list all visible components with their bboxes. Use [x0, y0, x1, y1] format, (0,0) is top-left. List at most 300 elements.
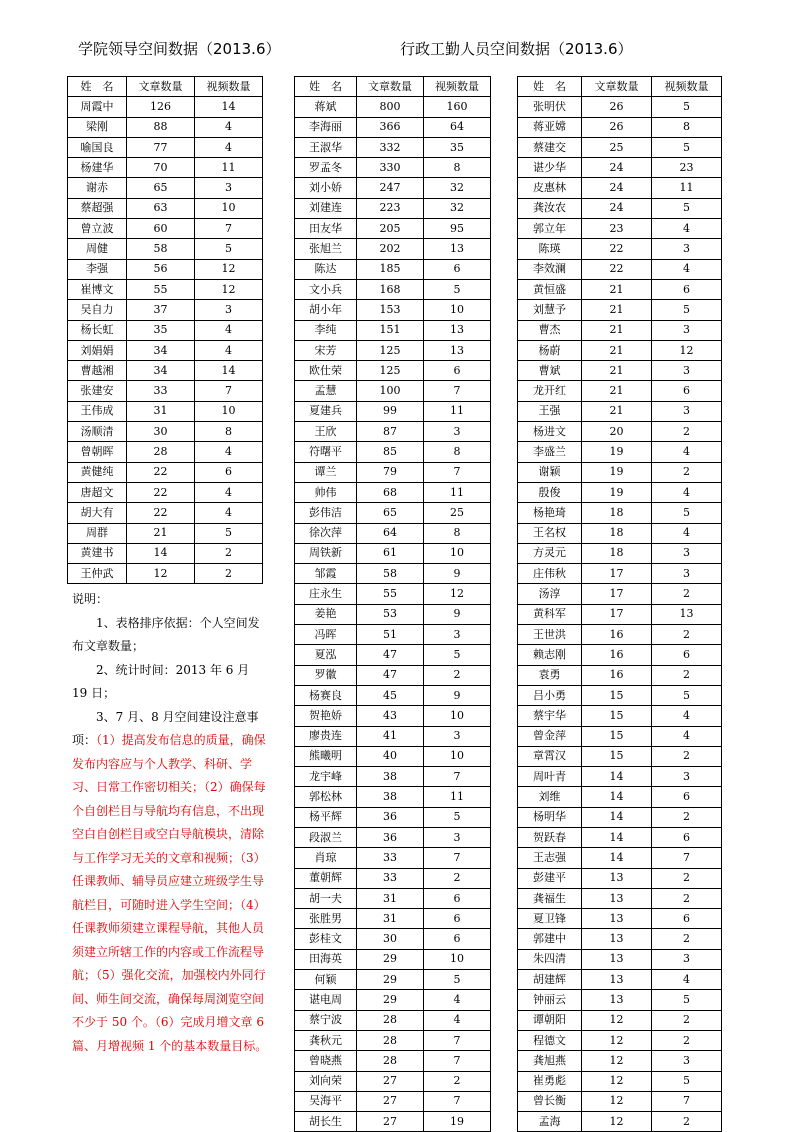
table-row [295, 219, 491, 239]
table-row [295, 645, 491, 665]
table-row [518, 990, 722, 1010]
video-count-cell: 3 [652, 239, 722, 259]
name-cell: 田友华 [295, 219, 357, 239]
table-row [518, 868, 722, 888]
table-row [68, 97, 263, 117]
table-row [295, 868, 491, 888]
article-count-cell: 15 [582, 685, 652, 705]
video-count-cell: 7 [424, 767, 491, 787]
name-header: 姓 名 [68, 77, 127, 97]
article-count-cell: 27 [357, 1091, 424, 1111]
video-count-cell: 4 [652, 706, 722, 726]
table-row [518, 482, 722, 502]
table-row [295, 584, 491, 604]
table-row [295, 178, 491, 198]
name-cell: 郭立年 [518, 219, 582, 239]
table-row [295, 1030, 491, 1050]
article-count-cell: 19 [582, 482, 652, 502]
name-cell: 张建安 [68, 381, 127, 401]
video-count-cell: 3 [424, 422, 491, 442]
article-count-cell: 12 [582, 1010, 652, 1030]
name-cell: 张明伏 [518, 97, 582, 117]
name-cell: 吴自力 [68, 300, 127, 320]
name-cell: 王名权 [518, 523, 582, 543]
article-count-cell: 88 [127, 117, 195, 137]
video-count-cell: 3 [652, 543, 722, 563]
table-row [295, 564, 491, 584]
video-count-cell: 10 [424, 543, 491, 563]
name-cell: 章霄汉 [518, 746, 582, 766]
name-cell: 谌电周 [295, 990, 357, 1010]
table-row [518, 1010, 722, 1030]
video-count-cell: 64 [424, 117, 491, 137]
name-cell: 文小兵 [295, 279, 357, 299]
article-count-cell: 31 [127, 401, 195, 421]
article-count-cell: 33 [127, 381, 195, 401]
name-cell: 张旭兰 [295, 239, 357, 259]
table-row [518, 564, 722, 584]
name-cell: 庄永生 [295, 584, 357, 604]
table-row [295, 300, 491, 320]
table-row [295, 543, 491, 563]
table-row [68, 137, 263, 157]
name-cell: 谢颖 [518, 462, 582, 482]
video-count-cell: 5 [652, 1071, 722, 1091]
name-cell: 段淑兰 [295, 827, 357, 847]
video-count-cell: 5 [652, 685, 722, 705]
video-count-cell: 5 [652, 503, 722, 523]
title-staff: 行政工勤人员空间数据（2013.6） [400, 40, 633, 58]
table-row [518, 422, 722, 442]
video-count-cell: 2 [652, 929, 722, 949]
name-cell: 周霞中 [68, 97, 127, 117]
video-count-cell: 4 [195, 320, 263, 340]
article-count-cell: 185 [357, 259, 424, 279]
video-count-cell: 5 [195, 523, 263, 543]
note-item-3-lead: 3、7 月、8 月空间建设注意事项： [72, 709, 259, 747]
article-count-cell: 65 [127, 178, 195, 198]
article-count-cell: 28 [357, 1051, 424, 1071]
name-cell: 朱四清 [518, 949, 582, 969]
article-count-cell: 17 [582, 604, 652, 624]
note-heading: 说明： [72, 592, 109, 606]
table-row [518, 320, 722, 340]
title-leaders: 学院领导空间数据（2013.6） [78, 40, 281, 58]
article-count-cell: 51 [357, 625, 424, 645]
name-cell: 胡一夫 [295, 888, 357, 908]
article-count-cell: 168 [357, 279, 424, 299]
article-count-cell: 22 [127, 503, 195, 523]
table-row [68, 401, 263, 421]
name-cell: 袁勇 [518, 665, 582, 685]
table-row [295, 929, 491, 949]
article-count-cell: 53 [357, 604, 424, 624]
table-row [518, 1091, 722, 1111]
name-cell: 胡小年 [295, 300, 357, 320]
article-count-cell: 15 [582, 726, 652, 746]
article-count-cell: 27 [357, 1112, 424, 1132]
table-row [518, 462, 722, 482]
article-count-cell: 13 [582, 909, 652, 929]
video-count-cell: 4 [652, 482, 722, 502]
name-cell: 王伟成 [68, 401, 127, 421]
name-cell: 周群 [68, 523, 127, 543]
video-count-cell: 6 [424, 259, 491, 279]
article-count-cell: 12 [127, 564, 195, 584]
video-count-header: 视频数量 [424, 77, 491, 97]
video-count-cell: 7 [424, 1051, 491, 1071]
name-cell: 罗徽 [295, 665, 357, 685]
name-cell: 王淑华 [295, 137, 357, 157]
name-cell: 黄科军 [518, 604, 582, 624]
table-row [518, 807, 722, 827]
article-count-cell: 12 [582, 1030, 652, 1050]
table-row [295, 503, 491, 523]
name-cell: 王世洪 [518, 625, 582, 645]
name-cell: 杨赛良 [295, 685, 357, 705]
table-row [295, 888, 491, 908]
name-cell: 郭建中 [518, 929, 582, 949]
table-row [295, 1051, 491, 1071]
article-count-cell: 223 [357, 198, 424, 218]
name-cell: 庄伟秋 [518, 564, 582, 584]
name-cell: 夏泓 [295, 645, 357, 665]
table-row [518, 665, 722, 685]
notes [72, 588, 268, 1058]
table-row [68, 361, 263, 381]
video-count-cell: 6 [652, 909, 722, 929]
name-cell: 曾金萍 [518, 726, 582, 746]
name-cell: 郭松林 [295, 787, 357, 807]
video-count-cell: 160 [424, 97, 491, 117]
name-cell: 谭兰 [295, 462, 357, 482]
video-count-cell: 4 [195, 503, 263, 523]
article-count-cell: 29 [357, 949, 424, 969]
video-count-cell: 2 [652, 584, 722, 604]
name-cell: 杨艳琦 [518, 503, 582, 523]
video-count-cell: 19 [424, 1112, 491, 1132]
video-count-cell: 3 [652, 320, 722, 340]
article-count-cell: 18 [582, 523, 652, 543]
video-count-cell: 3 [424, 827, 491, 847]
table-row [518, 604, 722, 624]
article-count-cell: 14 [582, 848, 652, 868]
name-cell: 王志强 [518, 848, 582, 868]
table-row [518, 685, 722, 705]
video-count-cell: 5 [195, 239, 263, 259]
article-count-cell: 12 [582, 1112, 652, 1132]
article-count-cell: 41 [357, 726, 424, 746]
table-row [295, 1071, 491, 1091]
video-count-cell: 13 [424, 239, 491, 259]
article-count-cell: 33 [357, 868, 424, 888]
article-count-cell: 87 [357, 422, 424, 442]
article-count-cell: 21 [127, 523, 195, 543]
article-count-cell: 366 [357, 117, 424, 137]
video-count-cell: 6 [424, 929, 491, 949]
article-count-cell: 77 [127, 137, 195, 157]
table-row [518, 827, 722, 847]
article-count-cell: 35 [127, 320, 195, 340]
table-row [295, 909, 491, 929]
name-cell: 帅伟 [295, 482, 357, 502]
video-count-cell: 10 [424, 300, 491, 320]
video-count-cell: 7 [424, 848, 491, 868]
article-count-cell: 58 [357, 564, 424, 584]
article-count-cell: 37 [127, 300, 195, 320]
name-cell: 李纯 [295, 320, 357, 340]
article-count-cell: 18 [582, 543, 652, 563]
article-count-cell: 12 [582, 1051, 652, 1071]
article-count-header: 文章数量 [127, 77, 195, 97]
article-count-cell: 14 [582, 787, 652, 807]
table-row [295, 137, 491, 157]
table-row [518, 198, 722, 218]
article-count-cell: 14 [127, 543, 195, 563]
video-count-cell: 12 [195, 259, 263, 279]
name-cell: 谭朝阳 [518, 1010, 582, 1030]
article-count-cell: 22 [582, 259, 652, 279]
video-count-header: 视频数量 [195, 77, 263, 97]
video-count-cell: 2 [652, 625, 722, 645]
video-count-cell: 4 [195, 340, 263, 360]
article-count-cell: 100 [357, 381, 424, 401]
article-count-cell: 21 [582, 279, 652, 299]
table-row [295, 320, 491, 340]
video-count-cell: 5 [652, 198, 722, 218]
table-row [518, 584, 722, 604]
table-row [295, 685, 491, 705]
table-row [518, 97, 722, 117]
video-count-cell: 8 [195, 422, 263, 442]
table-row [518, 746, 722, 766]
table-row [295, 807, 491, 827]
table-row [295, 746, 491, 766]
article-count-cell: 20 [582, 422, 652, 442]
name-cell: 汤顺清 [68, 422, 127, 442]
table-row [295, 401, 491, 421]
table-row [295, 827, 491, 847]
article-count-cell: 27 [357, 1071, 424, 1091]
table-row [295, 848, 491, 868]
table-row [518, 300, 722, 320]
table-row [518, 1051, 722, 1071]
table-row [518, 442, 722, 462]
video-count-cell: 2 [424, 665, 491, 685]
video-count-cell: 3 [424, 726, 491, 746]
article-count-cell: 22 [582, 239, 652, 259]
table-row [295, 259, 491, 279]
name-cell: 徐次萍 [295, 523, 357, 543]
article-count-cell: 19 [582, 442, 652, 462]
article-count-cell: 14 [582, 767, 652, 787]
article-count-cell: 21 [582, 340, 652, 360]
table-row [518, 767, 722, 787]
article-count-cell: 14 [582, 807, 652, 827]
video-count-cell: 4 [424, 990, 491, 1010]
video-count-cell: 32 [424, 198, 491, 218]
name-cell: 殷俊 [518, 482, 582, 502]
name-cell: 王仲武 [68, 564, 127, 584]
video-count-cell: 10 [424, 706, 491, 726]
article-count-cell: 15 [582, 706, 652, 726]
table-row [68, 259, 263, 279]
table-row [68, 158, 263, 178]
article-count-cell: 13 [582, 970, 652, 990]
article-count-header: 文章数量 [357, 77, 424, 97]
table-row [295, 422, 491, 442]
video-count-cell: 6 [652, 645, 722, 665]
video-count-cell: 3 [195, 178, 263, 198]
video-count-cell: 5 [424, 645, 491, 665]
name-cell: 欧仕荣 [295, 361, 357, 381]
header-row [295, 77, 491, 97]
article-count-cell: 247 [357, 178, 424, 198]
video-count-cell: 12 [195, 279, 263, 299]
name-cell: 蒋斌 [295, 97, 357, 117]
name-cell: 肖琼 [295, 848, 357, 868]
article-count-cell: 330 [357, 158, 424, 178]
table-row [295, 117, 491, 137]
name-cell: 贺艳娇 [295, 706, 357, 726]
name-cell: 曹杰 [518, 320, 582, 340]
table-row [518, 117, 722, 137]
name-cell: 李效澜 [518, 259, 582, 279]
table-row [518, 625, 722, 645]
table-row [68, 462, 263, 482]
video-count-cell: 3 [652, 949, 722, 969]
table-row [518, 929, 722, 949]
name-cell: 罗孟冬 [295, 158, 357, 178]
name-cell: 彭伟洁 [295, 503, 357, 523]
article-count-cell: 99 [357, 401, 424, 421]
table-row [68, 219, 263, 239]
article-count-cell: 60 [127, 219, 195, 239]
video-count-cell: 23 [652, 158, 722, 178]
article-count-cell: 13 [582, 990, 652, 1010]
article-count-cell: 21 [582, 401, 652, 421]
table-row [518, 726, 722, 746]
video-count-cell: 7 [424, 462, 491, 482]
article-count-cell: 29 [357, 990, 424, 1010]
table-row [295, 239, 491, 259]
video-count-cell: 6 [424, 888, 491, 908]
name-cell: 崔勇彪 [518, 1071, 582, 1091]
video-count-cell: 5 [652, 137, 722, 157]
note-item-1: 1、表格排序依据：个人空间发布文章数量； [72, 615, 260, 653]
article-count-cell: 125 [357, 361, 424, 381]
note-item-3-requirements: （1）提高发布信息的质量，确保发布内容应与个人教学、科研、学习、日常工作密切相关；（2）确保每个自创栏目与导航均有信息，不出现空白自创栏目或空白导航模块，清除与工作学习无关的文章和视频；（3）任课教师、辅导员应建立班级学生导航栏目，可随时进入学生空间；（4）任课教师须建立课程导航，其他人员须建立所辖工作的内容或工作流程导航；（5）强化交流，加强校内外同行间、师生间交流，确保每周浏览空间不少于 50 个。（6）完成月增文章 6 篇、月增视频 1 个的基本数量目标。 [72, 733, 268, 1053]
table-row [295, 97, 491, 117]
article-count-cell: 63 [127, 198, 195, 218]
table-row [518, 888, 722, 908]
name-cell: 熊曦明 [295, 746, 357, 766]
name-cell: 曹越湘 [68, 361, 127, 381]
article-count-cell: 55 [127, 279, 195, 299]
table-row [295, 158, 491, 178]
video-count-cell: 12 [652, 340, 722, 360]
name-cell: 杨蔚 [518, 340, 582, 360]
video-count-cell: 3 [652, 361, 722, 381]
name-cell: 刘小娇 [295, 178, 357, 198]
video-count-cell: 10 [195, 401, 263, 421]
article-count-cell: 47 [357, 645, 424, 665]
table-row [295, 767, 491, 787]
table-row [295, 442, 491, 462]
video-count-cell: 5 [652, 990, 722, 1010]
article-count-cell: 21 [582, 361, 652, 381]
video-count-cell: 11 [195, 158, 263, 178]
table-row [68, 381, 263, 401]
article-count-cell: 28 [357, 1010, 424, 1030]
name-cell: 赖志刚 [518, 645, 582, 665]
article-count-cell: 30 [127, 422, 195, 442]
video-count-cell: 2 [652, 807, 722, 827]
video-count-cell: 7 [424, 381, 491, 401]
table-row [68, 340, 263, 360]
name-cell: 程德文 [518, 1030, 582, 1050]
video-count-cell: 7 [652, 1091, 722, 1111]
video-count-cell: 14 [195, 97, 263, 117]
table-row [295, 340, 491, 360]
video-count-cell: 8 [424, 158, 491, 178]
name-cell: 曾长衡 [518, 1091, 582, 1111]
article-count-cell: 202 [357, 239, 424, 259]
table-row [518, 787, 722, 807]
article-count-cell: 23 [582, 219, 652, 239]
article-count-cell: 16 [582, 645, 652, 665]
name-cell: 孟海 [518, 1112, 582, 1132]
video-count-cell: 2 [652, 1112, 722, 1132]
name-cell: 龚旭燕 [518, 1051, 582, 1071]
article-count-cell: 21 [582, 381, 652, 401]
video-count-cell: 9 [424, 564, 491, 584]
name-cell: 张胜男 [295, 909, 357, 929]
video-count-cell: 3 [652, 767, 722, 787]
table-row [518, 279, 722, 299]
table-row [518, 137, 722, 157]
header-row [68, 77, 263, 97]
table-row [518, 848, 722, 868]
video-count-cell: 7 [424, 1030, 491, 1050]
table-row [295, 604, 491, 624]
article-count-cell: 34 [127, 340, 195, 360]
name-cell: 胡大有 [68, 503, 127, 523]
table-row [68, 320, 263, 340]
video-count-cell: 2 [652, 888, 722, 908]
table-row [295, 1112, 491, 1132]
video-count-cell: 10 [424, 949, 491, 969]
video-count-cell: 4 [652, 726, 722, 746]
name-cell: 彭建平 [518, 868, 582, 888]
table-row [295, 787, 491, 807]
name-cell: 姜艳 [295, 604, 357, 624]
article-count-cell: 18 [582, 503, 652, 523]
video-count-cell: 9 [424, 685, 491, 705]
name-cell: 夏建兵 [295, 401, 357, 421]
name-cell: 钟丽云 [518, 990, 582, 1010]
table-row [518, 158, 722, 178]
article-count-cell: 31 [357, 888, 424, 908]
article-count-cell: 24 [582, 198, 652, 218]
name-cell: 王强 [518, 401, 582, 421]
video-count-cell: 5 [652, 97, 722, 117]
video-count-cell: 2 [424, 1071, 491, 1091]
video-count-cell: 7 [195, 219, 263, 239]
video-count-cell: 2 [195, 543, 263, 563]
article-count-cell: 58 [127, 239, 195, 259]
table-row [295, 381, 491, 401]
